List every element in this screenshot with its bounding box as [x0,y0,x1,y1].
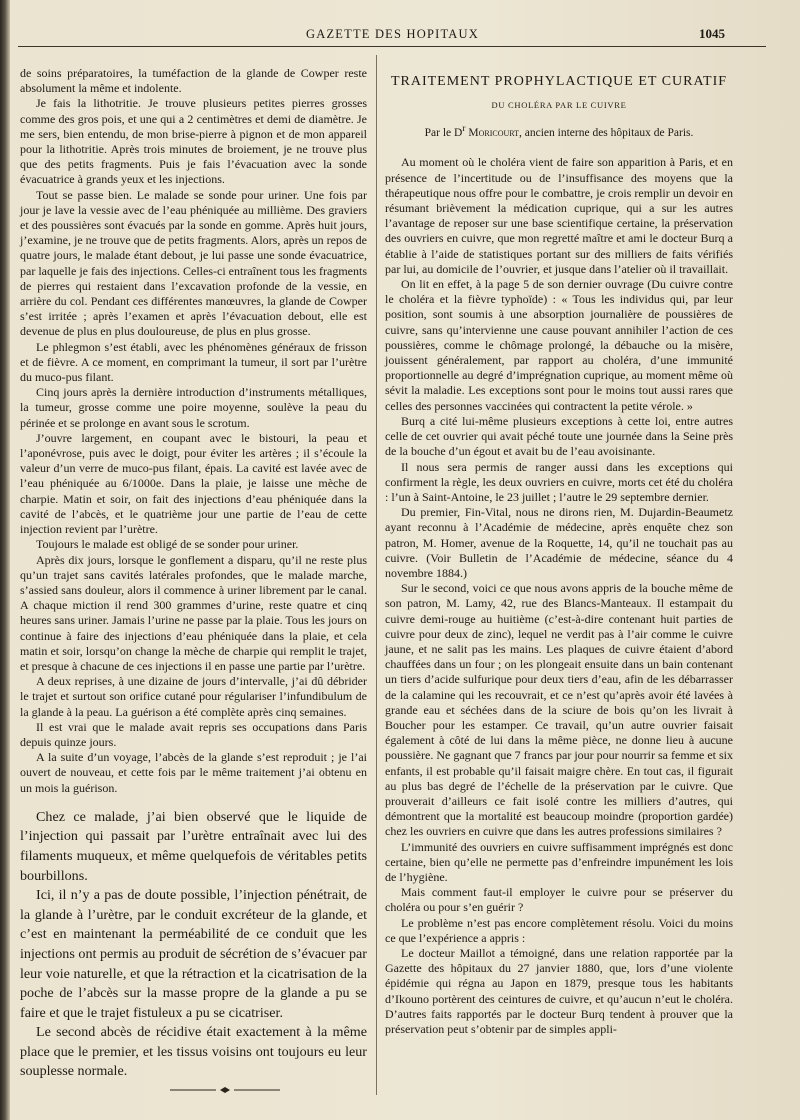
article-title: TRAITEMENT PROPHYLACTIQUE ET CURATIF [390,74,728,89]
right-paragraph: On lit en effet, à la page 5 de son dernier ouvrage (Du cuivre contre le choléra et la fièvre typhoïde) : « Tous les individus qui, par leur position, sont soumis à une absorption journalière de poussières de cuivre, sans qu’intervienne une cause pouvant annihiler l’action de ces poussières, comme le chômage prolongé, la débauche ou la misère, jouissent généralement, par rapport au choléra, d’une immunité proportionnelle au degré d’imprégnation cuprique, au moment même où sévit la maladie. Les exceptions sont pour le moins tout aussi rares que celles des personnes vaccinées qui contractent la petite vérole. » [385,277,733,413]
left-paragraph: de soins préparatoires, la tuméfaction de la glande de Cowper reste absolument la même et indolente. [20,66,367,96]
byline-author: Moricourt [468,127,520,140]
left-paragraph: J’ouvre largement, en coupant avec le bistouri, la peau et l’aponévrose, puis avec le doigt, pour éviter les artères ; il s’écoule la valeur d’un verre de muco-pus filant, épais. La cavité est lavée avec de l’eau phéniquée au 6/1000e. Dans la plaie, je laisse une mèche de charpie. Matin et soir, on fait des injections d’eau phéniquée dans la cavité de l’abcès, et le quatrième jour une partie de l’eau de cette injection revient par l’urètre. [20,430,367,537]
header-rule [18,46,766,47]
byline-prefix: Par le D [424,127,463,140]
right-paragraph: Sur le second, voici ce que nous avons appris de la bouche même de son patron, M. Lamy, 42, rue des Blancs-Manteaux. Il estampait du cuivre demi-rouge au huitième (c’est-à-dire contenant huit parties de cuivre pour deux de zinc), lequel ne verdit pas à l’air comme le cuivre jaune, et ne salit pas les mains. Les plaques de cuivre étaient d’abord chauffées dans un four ; on les plongeait ensuite dans un bain contenant un tiers d’acide sulfurique pour deux tiers d’eau, afin de les débarrasser de la calamine qui les recouvrait, et ce n’est qu’après avoir été lavées à grande eau et séchées dans de la sciure de bois qu’on les livrait à Boucher pour les estamper. Ce travail, qu’un autre ouvrier faisait également à côté de lui dans la même pièce, ne donne lieu à aucune poussière. Ne gagnant que 7 francs par jour pour nourrir sa femme et six enfants, il est probable qu’il faisait maigre chère. En tout cas, il figurait au plus bas degré de l’échelle de la préservation par le cuivre. Que prouverait d’ailleurs ce fait isolé contre les milliers d’autres, qui démontrent que la mortalité est beaucoup moindre (proportion gardée) chez les ouvriers en cuivre que dans les autres professions similaires ? [385,581,733,839]
right-paragraph: L’immunité des ouvriers en cuivre suffisamment imprégnés est donc certaine, bien qu’elle ne permette pas d’enfreindre impunément les lois de l’hygiène. [385,839,733,884]
page-number: 1045 [699,26,725,41]
page-header [20,22,765,44]
left-paragraph: Je fais la lithotritie. Je trouve plusieurs petites pierres grosses comme des gros pois, et une qui a 2 centimètres et demi de diamètre. Je me sers, bien entendu, de mon brise-pierre à pignon et de mon appareil pour la lithotritie. Après trois minutes de broiement, je ne trouve plus que des petits fragments. Puis je fais l’évacuation avec la sonde évacuatrice à grands yeux et les injections. [20,96,367,187]
right-column [385,66,733,1037]
large-paragraph: Ici, il n’y a pas de doute possible, l’injection pénétrait, de la glande à l’urètre, par le conduit excréteur de la glande, et c’est en maintenant la perméabilité de ce conduit que les injections ont permis au produit de sécrétion de s’évacuer par leur voie naturelle, et que la rétraction et la cicatrisation de la poche de l’abcès sur la masse propre de la glande a pu se faire et que le trajet fistuleux a pu se cicatriser. [20,887,367,1021]
column-divider [376,55,377,1095]
left-paragraph: Toujours le malade est obligé de se sonder pour uriner. [36,537,299,552]
right-paragraph: Le problème n’est pas encore complètement résolu. Voici du moins ce que l’expérience a appris : [385,915,733,945]
book-binding-edge [0,0,10,1120]
right-paragraph: Mais comment faut-il employer le cuivre pour se préserver du choléra ou pour s’en guérir ? [385,885,733,915]
right-paragraph: Le docteur Maillot a témoigné, dans une relation rapportée par la Gazette des hôpitaux du 27 janvier 1880, que, lors d’une violente épidémie qui régna au Japon en 1879, presque tous les habitants d’Ikouno portèrent des ceintures de cuivre, et qu’aucun n’eut le choléra. D’autres faits rapportés par le docteur Burq tendent à prouver que la préservation peut s’obtenir par de simples appli- [385,946,733,1037]
large-paragraph: Chez ce malade, j’ai bien observé que le liquide de l’injection qui passait par l’urètre entraînait avec lui des filaments muqueux, et même quelquefois de véritables petits bourbillons. [20,808,367,884]
emphasis-section [20,808,367,1082]
left-paragraph: A deux reprises, à une dizaine de jours d’intervalle, j’ai dû débrider le trajet et surtout son orifice cutané pour régulariser l’infundibulum de la glande à la peau. La guérison a été complète après cinq semaines. [20,674,367,719]
large-paragraph: Le second abcès de récidive était exactement à la même place que le premier, et les tissus voisins ont toujours eu leur souplesse normale. [20,1024,367,1080]
right-paragraph: Au moment où le choléra vient de faire son apparition à Paris, et en présence de l’incertitude ou de l’insuffisance des moyens que la thérapeutique nous offre pour le combattre, je crois remplir un devoir en résumant brièvement la médication cuprique, qui a sur les autres l’avantage de reposer sur une base scientifique certaine, la préservation des ouvriers en cuivre, que mon regretté maître et ami le docteur Burq a établie à l’aide de statistiques portant sur des milliers de faits vérifiés par lui, au domicile de l’ouvrier, et jusque dans l’atelier où il travaillait. [385,155,733,276]
left-column [20,66,367,1082]
left-paragraph: Tout se passe bien. Le malade se sonde pour uriner. Une fois par jour je lave la vessie avec de l’eau phéniquée au millième. Des graviers et des poussières sont évacués par la sonde en gomme. Après huit jours, j’examine, je ne trouve que de petits fragments. Alors, après un repos de quatre jours, le malade étant debout, je lui passe une sonde évacuatrice, par laquelle je fais des injections. Celles-ci entraînent tous les fragments de pierres qui restaient dans l’excavation profonde de la vessie, en arrière du col. Pendant ces différentes manœuvres, la glande de Cowper s’est irritée ; après l’examen et après l’évacuation debout, elle est devenue de plus en plus douloureuse, de plus en plus grosse. [20,187,367,339]
right-paragraph: Burq a cité lui-même plusieurs exceptions à cette loi, entre autres celle de cet ouvrier qui avait péché toute une journée dans la Seine près de la bouche d’un égout et avait bu de l’eau avoisinante. [385,413,733,459]
left-paragraph: Cinq jours après la dernière introduction d’instruments métalliques, la tumeur, grosse comme une poire moyenne, soulève la peau du périnée et se prolonge en avant sous le scrotum. [20,385,367,430]
left-paragraph: Le phlegmon s’est établi, avec les phénomènes généraux de frisson et de fièvre. A ce moment, en comprimant la tumeur, il sort par l’urètre du muco-pus filant. [20,339,367,385]
journal-title: GAZETTE DES HOPITAUX [306,27,479,41]
byline-sup: r [462,123,466,135]
right-paragraph: Du premier, Fin-Vital, nous ne dirons rien, M. Dujardin-Beaumetz ayant reconnu à l’Académie de médecine, après enquête chez son patron, M. Homer, avenue de la Roquette, 14, qu’il ne touchait pas au cuivre. (Voir Bulletin de l’Académie de médecine, séance du 4 novembre 1884.) [385,505,733,580]
article-byline [385,121,733,141]
section-end-ornament [170,1086,280,1094]
left-paragraph: A la suite d’un voyage, l’abcès de la glande s’est reproduit ; je l’ai ouvert de nouveau, et cette fois par le même traitement j’ai obtenu en un mois la guérison. [20,750,367,795]
byline-suffix: , ancien interne des hôpitaux de Paris. [519,127,694,140]
right-paragraph: Il nous sera permis de ranger aussi dans les exceptions qui confirment la règle, les deux ouvriers en cuivre, morts cet été du choléra : l’un à Saint-Antoine, le 23 juillet ; l’autre le 29 septembre dernier. [385,459,733,504]
article-subtitle: DU CHOLÉRA PAR LE CUIVRE [491,100,627,111]
left-paragraph: Il est vrai que le malade avait repris ses occupations dans Paris depuis quinze jours. [20,719,367,749]
left-paragraph: Après dix jours, lorsque le gonflement a disparu, qu’il ne reste plus qu’un trajet sans cavités latérales profondes, que le malade marche, s’assied sans douleur, alors il commence à uriner librement par le canal. A chaque miction il rend 300 grammes d’urine, reste quatre et cinq heures sans uriner. Jamais l’urine ne passe par la plaie. Tous les jours on continue à faire des injections d’eau phéniquée dans la plaie, et cela matin et soir, lorsqu’on change la mèche de charpie qui remplit le trajet, et presque à chacune de ces injections il en passe une partie par l’urètre. [20,552,367,673]
